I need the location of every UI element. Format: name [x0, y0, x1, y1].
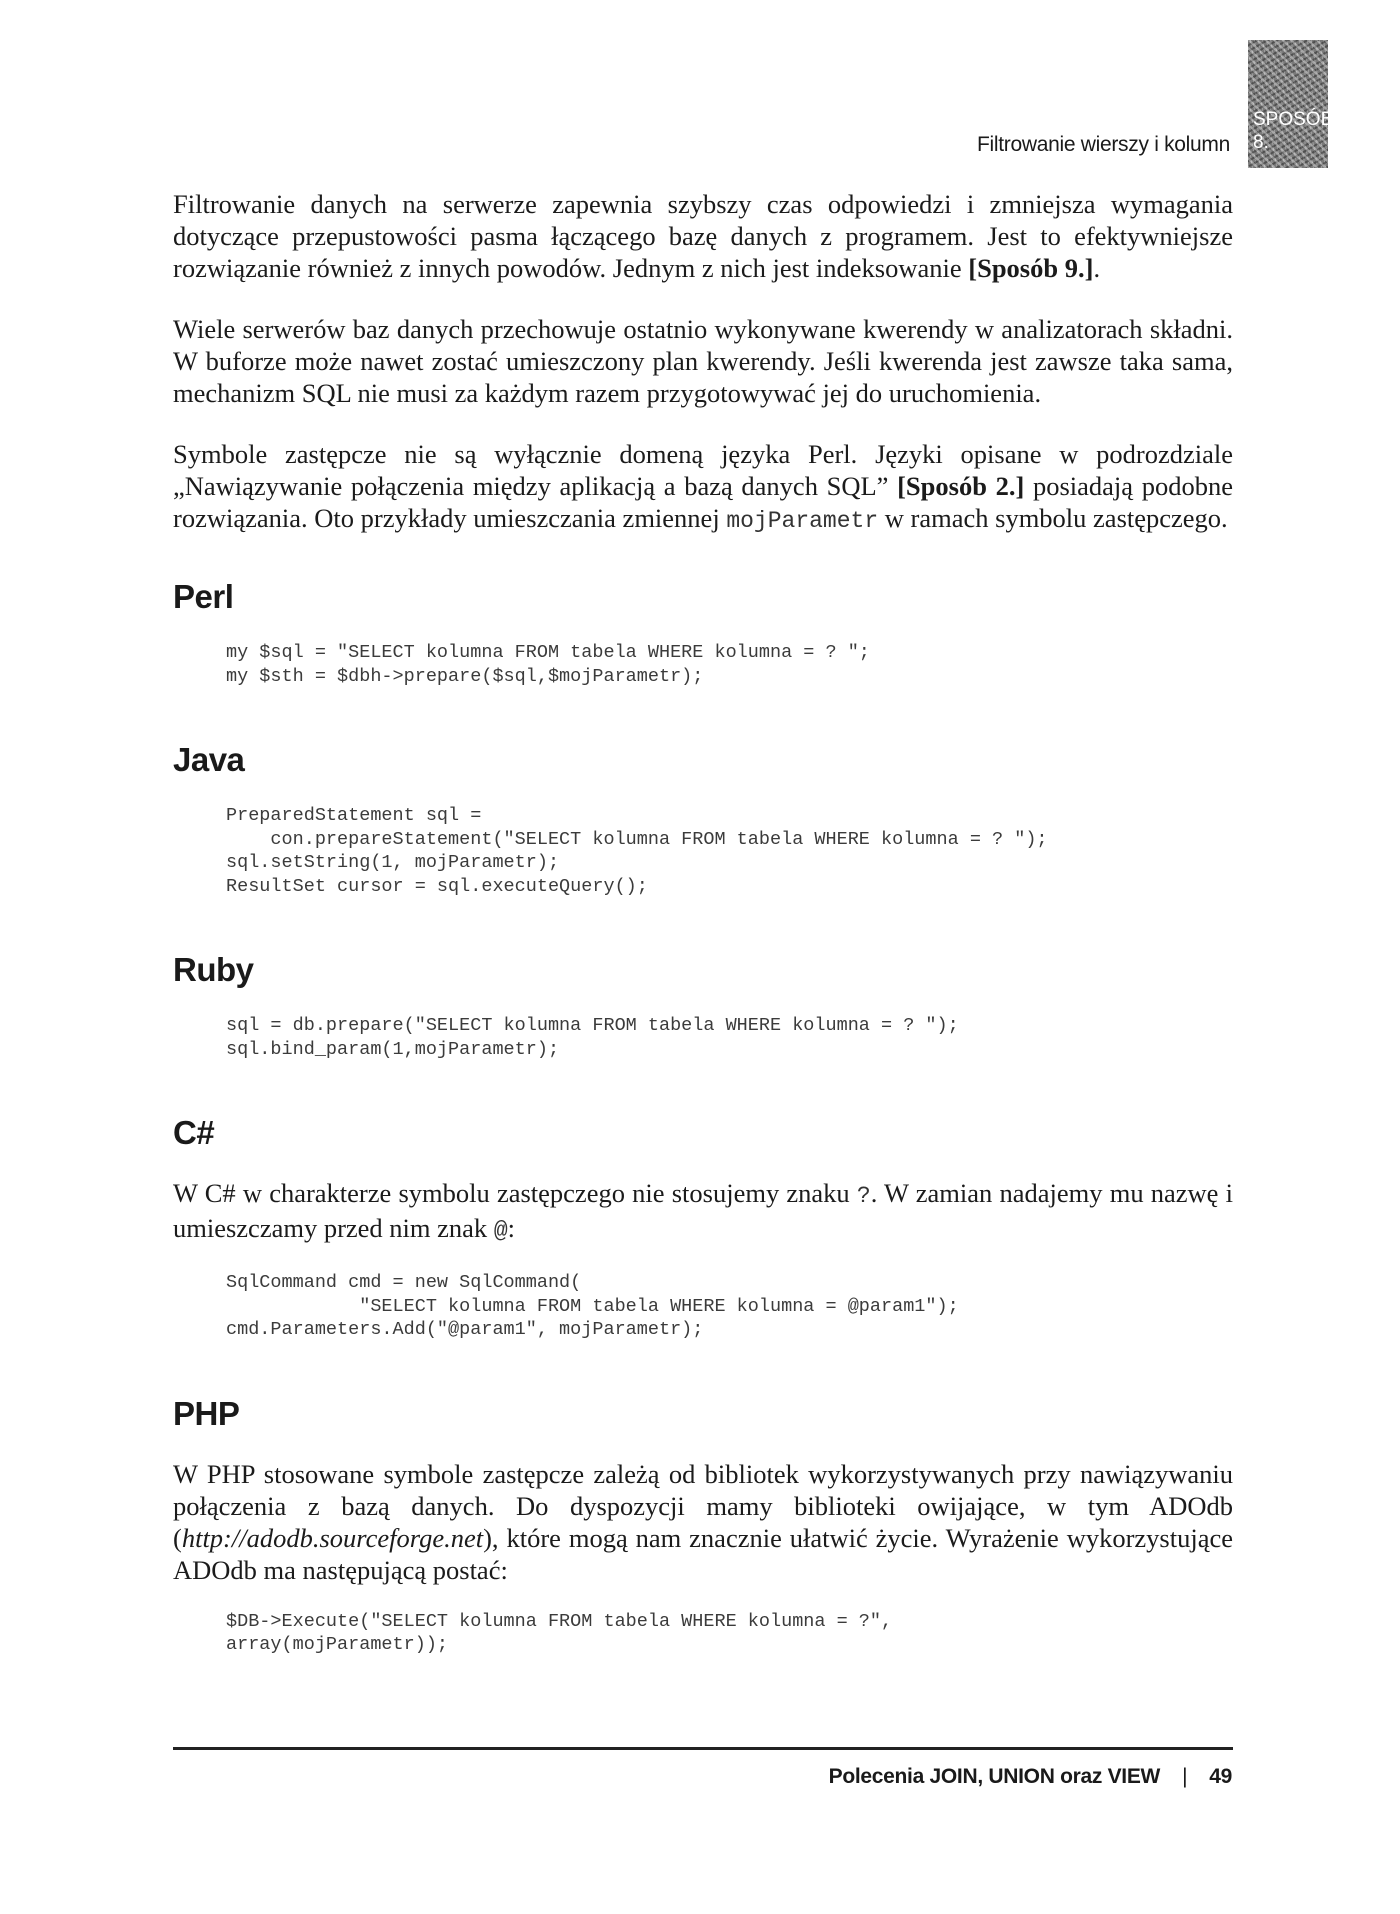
running-header: Filtrowanie wierszy i kolumn [976, 133, 1230, 156]
paragraph-csharp-text: W C# w charakterze symbolu zastępczego nie stosujemy znaku [173, 1178, 857, 1208]
paragraph-1-text: Filtrowanie danych na serwerze zapewnia szybszy czas odpowiedzi i zmniejsza wymagania dotyczące przepustowości pasma łączącego bazę danych z programem. Jest to efektywniejsze rozwiązanie również z innych powodów. Jednym z nich jest indeksowanie [173, 189, 1233, 283]
paragraph-1-end: . [1093, 253, 1101, 283]
heading-java: Java [173, 741, 245, 778]
paragraph-csharp [173, 1177, 1233, 1247]
adodb-link[interactable]: http://adodb.sourceforge.net [181, 1522, 484, 1553]
badge-line-1: SPOSÓB [1253, 109, 1334, 130]
heading-ruby: Ruby [173, 951, 254, 988]
page-content [173, 188, 1233, 1657]
code-block-perl: my $sql = "SELECT kolumna FROM tabela WHERE kolumna = ? "; my $sth = $dbh->prepare($sql,$mojParametr); [226, 642, 870, 687]
paragraph-1 [173, 188, 1233, 284]
inline-code-question: ? [856, 1183, 871, 1209]
page-footer [829, 1765, 1232, 1789]
heading-perl: Perl [173, 578, 234, 615]
section-badge-label [1253, 108, 1333, 154]
heading-csharp: C# [173, 1114, 215, 1151]
inline-code-variable: mojParametr [726, 508, 879, 534]
heading-php: PHP [173, 1394, 240, 1432]
paragraph-php-end: ), które mogą nam znacznie ułatwić życie. Wyrażenie wykorzystujące ADOdb ma następującą postać: [173, 1522, 1233, 1585]
paragraph-php [173, 1458, 1233, 1586]
paragraph-csharp-end: : [507, 1213, 515, 1243]
code-block-php: $DB->Execute("SELECT kolumna FROM tabela WHERE kolumna = ?", array(mojParametr)); [226, 1610, 893, 1655]
footer-chapter-title: Polecenia JOIN, UNION oraz VIEW [828, 1765, 1161, 1788]
paragraph-csharp-middle: . W zamian nadajemy mu nazwę i umieszczamy przed nim znak [173, 1178, 1233, 1243]
sposob-2-reference: [Sposób 2.] [897, 471, 1025, 501]
paragraph-3-text: Symbole zastępcze nie są wyłącznie domeną języka Perl. Języki opisane w podrozdziale „Nawiązywanie połączenia między aplikacją a bazą danych SQL” [173, 439, 1233, 501]
code-block-java: PreparedStatement sql = con.prepareStatement("SELECT kolumna FROM tabela WHERE kolumna = ? "); sql.setString(1, mojParametr); ResultSet cursor = sql.executeQuery(); [226, 805, 1048, 897]
badge-line-2: 8. [1253, 132, 1269, 153]
paragraph-3-middle: posiadają podobne rozwiązania. Oto przykłady umieszczania zmiennej [173, 471, 1233, 533]
paragraph-3 [173, 438, 1233, 537]
paragraph-php-text: W PHP stosowane symbole zastępcze zależą od bibliotek wykorzystywanych przy nawiązywaniu połączenia z bazą danych. Do dyspozycji mamy biblioteki owijające, w tym ADOdb ( [173, 1458, 1233, 1553]
paragraph-2: Wiele serwerów baz danych przechowuje ostatnio wykonywane kwerendy w analizatorach składni. W buforze może nawet zostać umieszczony plan kwerendy. Jeśli kwerenda jest zawsze taka sama, mechanizm SQL nie musi za każdym razem przygotowywać jej do uruchomienia. [173, 314, 1233, 408]
footer-divider [173, 1747, 1233, 1750]
sposob-9-reference: [Sposób 9.] [968, 253, 1094, 283]
inline-code-at: @ [493, 1218, 508, 1244]
footer-separator: | [1182, 1765, 1188, 1788]
paragraph-3-end: w ramach symbolu zastępczego. [878, 503, 1228, 533]
code-block-csharp: SqlCommand cmd = new SqlCommand( "SELECT kolumna FROM tabela WHERE kolumna = @param1"); cmd.Parameters.Add("@param1", mojParametr); [226, 1272, 959, 1340]
page-number: 49 [1209, 1765, 1232, 1788]
code-block-ruby: sql = db.prepare("SELECT kolumna FROM tabela WHERE kolumna = ? "); sql.bind_param(1,mojParametr); [226, 1015, 959, 1060]
